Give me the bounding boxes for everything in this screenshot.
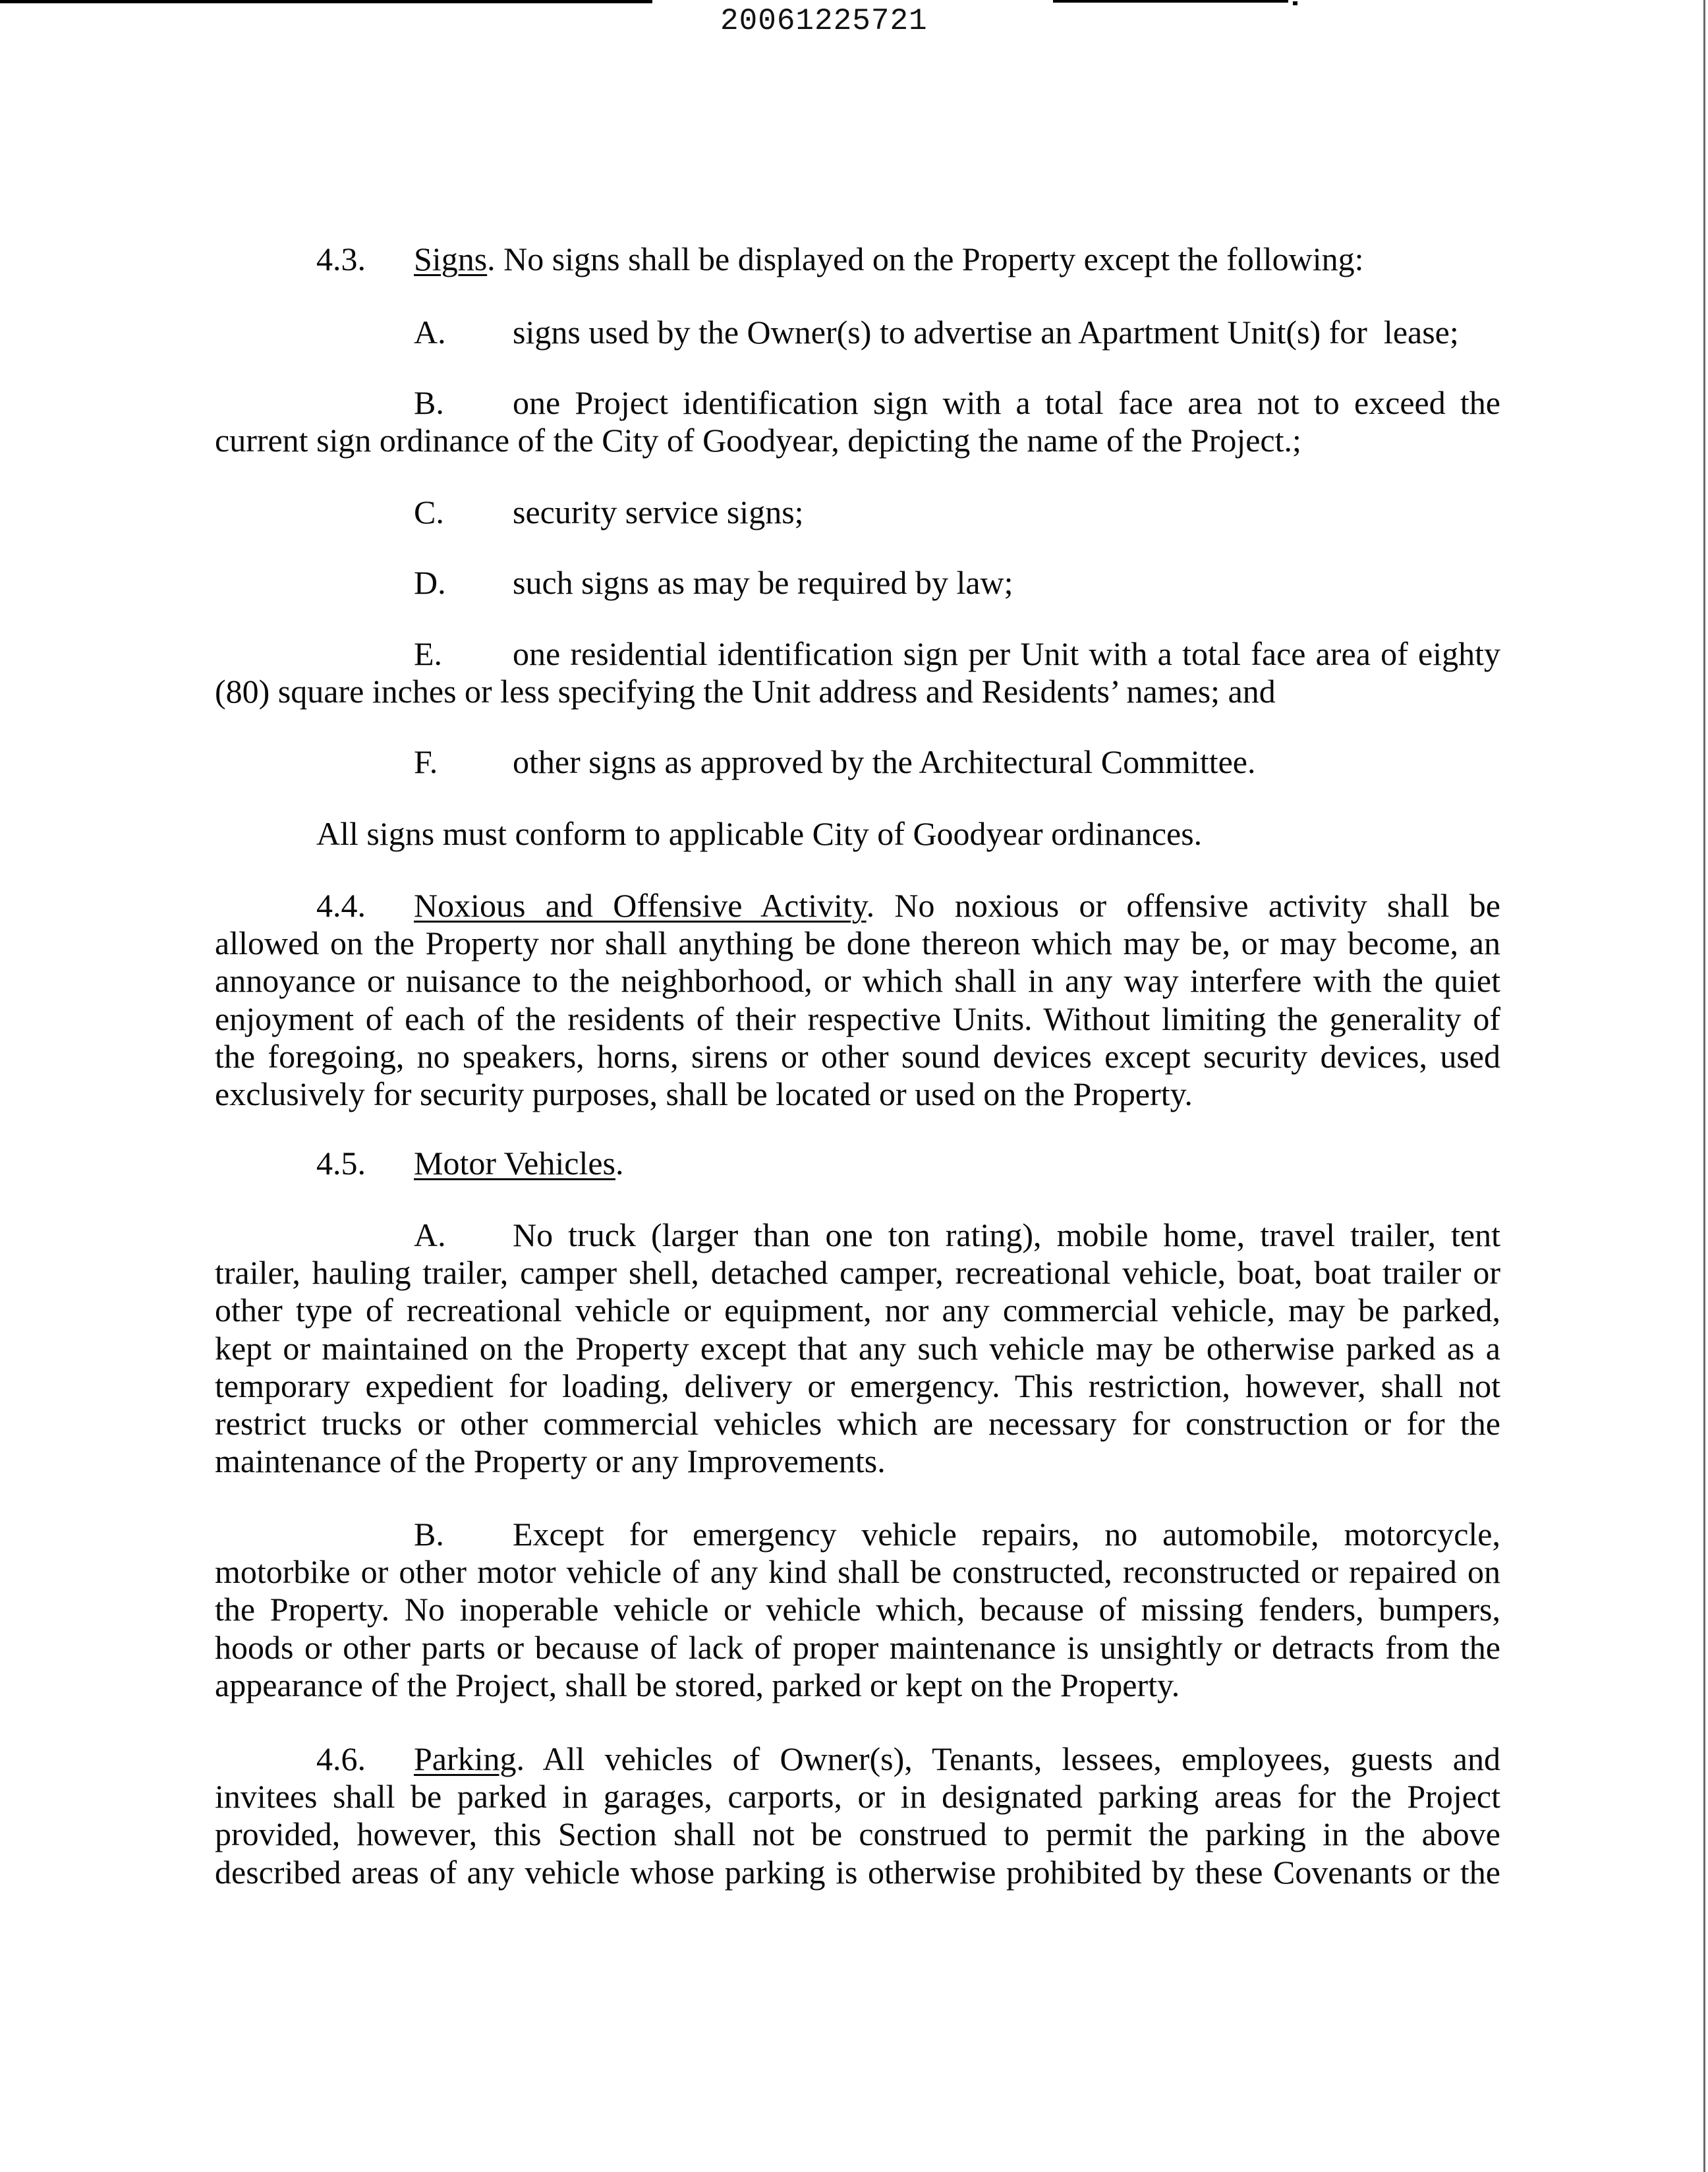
body-line — [0, 1667, 1708, 1704]
body-line — [0, 1000, 1708, 1038]
body-line — [0, 1629, 1708, 1667]
item-label: E. — [414, 635, 443, 672]
sign-item-e — [0, 635, 1708, 710]
item-line — [0, 1216, 1708, 1254]
text-line: temporary expedient for loading, delivery or emergency. This restriction, however, shall not — [215, 1367, 1500, 1404]
section-text — [414, 1740, 1500, 1778]
text-line: provided, however, this Section shall not be construed to permit the parking in the above — [215, 1815, 1500, 1853]
text-line: maintenance of the Property or any Improvements. — [215, 1443, 886, 1480]
scan-top-rule-left — [0, 0, 652, 3]
body-line — [0, 1405, 1708, 1443]
vehicle-item-a — [0, 1216, 1708, 1480]
scan-top-mark — [1293, 1, 1297, 5]
scan-top-rule-right — [1053, 0, 1288, 3]
body-line — [0, 1330, 1708, 1367]
item-line — [0, 314, 1708, 351]
sign-item-d — [0, 564, 1708, 602]
section-text-rest: . No signs shall be displayed on the Property except the following: — [487, 241, 1364, 277]
section-heading-line — [0, 241, 1708, 278]
text-line: (80) square inches or less specifying the Unit address and Residents’ names; and — [215, 673, 1276, 710]
section-text — [414, 1145, 623, 1182]
sign-item-a — [0, 314, 1708, 351]
text-line: restrict trucks or other commercial vehicles which are necessary for construction or for the — [215, 1404, 1500, 1442]
item-label: F. — [414, 743, 438, 780]
body-line — [0, 1815, 1708, 1853]
text-line: other type of recreational vehicle or equipment, nor any commercial vehicle, may be parked, — [215, 1292, 1500, 1329]
text-line: described areas of any vehicle whose parking is otherwise prohibited by these Covenants or the — [215, 1853, 1500, 1891]
closing-line — [0, 815, 1708, 853]
text-line: trailer, hauling trailer, camper shell, detached camper, recreational vehicle, boat, boat trailer or — [215, 1254, 1500, 1292]
body-line — [0, 1778, 1708, 1815]
section-number: 4.3. — [316, 241, 366, 277]
item-line — [0, 673, 1708, 710]
section-text-rest: . All vehicles of Owner(s), Tenants, lessees, employees, guests and — [516, 1740, 1500, 1777]
section-text — [414, 887, 1500, 925]
section-number: 4.6. — [316, 1740, 366, 1777]
section-text — [414, 241, 1364, 278]
section-text-rest: . No noxious or offensive activity shall be — [866, 887, 1500, 924]
body-line — [0, 1553, 1708, 1591]
text-line: the Property. No inoperable vehicle or vehicle which, because of missing fenders, bumpers, — [215, 1591, 1500, 1628]
text-line: enjoyment of each of the residents of their respective Units. Without limiting the generality of — [215, 1000, 1500, 1037]
sign-item-b — [0, 384, 1708, 459]
body-line — [0, 1038, 1708, 1075]
item-line — [0, 494, 1708, 531]
section-4-5 — [0, 1145, 1708, 1182]
item-label: B. — [414, 1516, 444, 1553]
text-line: such signs as may be required by law; — [513, 564, 1013, 601]
text-line: kept or maintained on the Property except that any such vehicle may be otherwise parked as a — [215, 1329, 1500, 1367]
signs-closing — [0, 815, 1708, 853]
recording-number: 20061225721 — [720, 4, 928, 38]
item-label: D. — [414, 564, 446, 601]
text-line: Except for emergency vehicle repairs, no automobile, motorcycle, — [513, 1516, 1500, 1553]
item-line — [0, 564, 1708, 602]
text-line: appearance of the Project, shall be stored, parked or kept on the Property. — [215, 1666, 1180, 1703]
text-line: invitees shall be parked in garages, carports, or in designated parking areas for the Project — [215, 1778, 1500, 1815]
text-line: other signs as approved by the Architectural Committee. — [513, 743, 1256, 780]
body-line — [0, 1854, 1708, 1891]
section-number: 4.4. — [316, 887, 366, 924]
text-line: signs used by the Owner(s) to advertise an Apartment Unit(s) for lease; — [513, 314, 1459, 351]
text-line: one Project identification sign with a total face area not to exceed the — [513, 384, 1500, 421]
item-label: B. — [414, 384, 444, 421]
item-line — [0, 1516, 1708, 1553]
item-label: A. — [414, 1216, 446, 1253]
item-line — [0, 384, 1708, 422]
text-line: exclusively for security purposes, shall be located or used on the Property. — [215, 1075, 1193, 1112]
vehicle-item-b — [0, 1516, 1708, 1704]
section-heading-line — [0, 1740, 1708, 1778]
section-text-rest: . — [615, 1145, 624, 1182]
text-line: motorbike or other motor vehicle of any kind shall be constructed, reconstructed or repaired on — [215, 1553, 1500, 1591]
text-line: one residential identification sign per Unit with a total face area of eighty — [513, 635, 1500, 672]
text-line: All signs must conform to applicable City of Goodyear ordinances. — [316, 815, 1203, 852]
item-line — [0, 743, 1708, 781]
text-line: No truck (larger than one ton rating), mobile home, travel trailer, tent — [513, 1216, 1500, 1253]
body-line — [0, 1254, 1708, 1292]
text-line: allowed on the Property nor shall anything be done thereon which may be, or may become, an — [215, 925, 1500, 962]
body-line — [0, 1292, 1708, 1329]
section-heading-line — [0, 887, 1708, 925]
section-heading: Motor Vehicles — [414, 1145, 615, 1182]
item-label: A. — [414, 314, 446, 351]
body-line — [0, 925, 1708, 962]
body-line — [0, 1591, 1708, 1628]
text-line: hoods or other parts or because of lack of proper maintenance is unsightly or detracts from the — [215, 1628, 1500, 1666]
text-line: annoyance or nuisance to the neighborhood, or which shall in any way interfere with the quiet — [215, 962, 1500, 1000]
section-heading-line — [0, 1145, 1708, 1182]
section-heading: Parking — [414, 1740, 517, 1777]
body-line — [0, 1367, 1708, 1405]
section-heading: Noxious and Offensive Activity — [414, 887, 867, 924]
section-number: 4.5. — [316, 1145, 366, 1182]
section-4-3 — [0, 241, 1708, 278]
item-line — [0, 422, 1708, 459]
section-4-6 — [0, 1740, 1708, 1891]
body-line — [0, 962, 1708, 1000]
item-label: C. — [414, 494, 444, 530]
text-line: current sign ordinance of the City of Goodyear, depicting the name of the Project.; — [215, 422, 1301, 459]
sign-item-c — [0, 494, 1708, 531]
body-line — [0, 1443, 1708, 1480]
body-line — [0, 1075, 1708, 1113]
item-line — [0, 635, 1708, 673]
section-4-4 — [0, 887, 1708, 1113]
sign-item-f — [0, 743, 1708, 781]
section-heading: Signs — [414, 241, 488, 277]
text-line: security service signs; — [513, 494, 804, 530]
text-line: the foregoing, no speakers, horns, sirens or other sound devices except security devices, used — [215, 1037, 1500, 1075]
